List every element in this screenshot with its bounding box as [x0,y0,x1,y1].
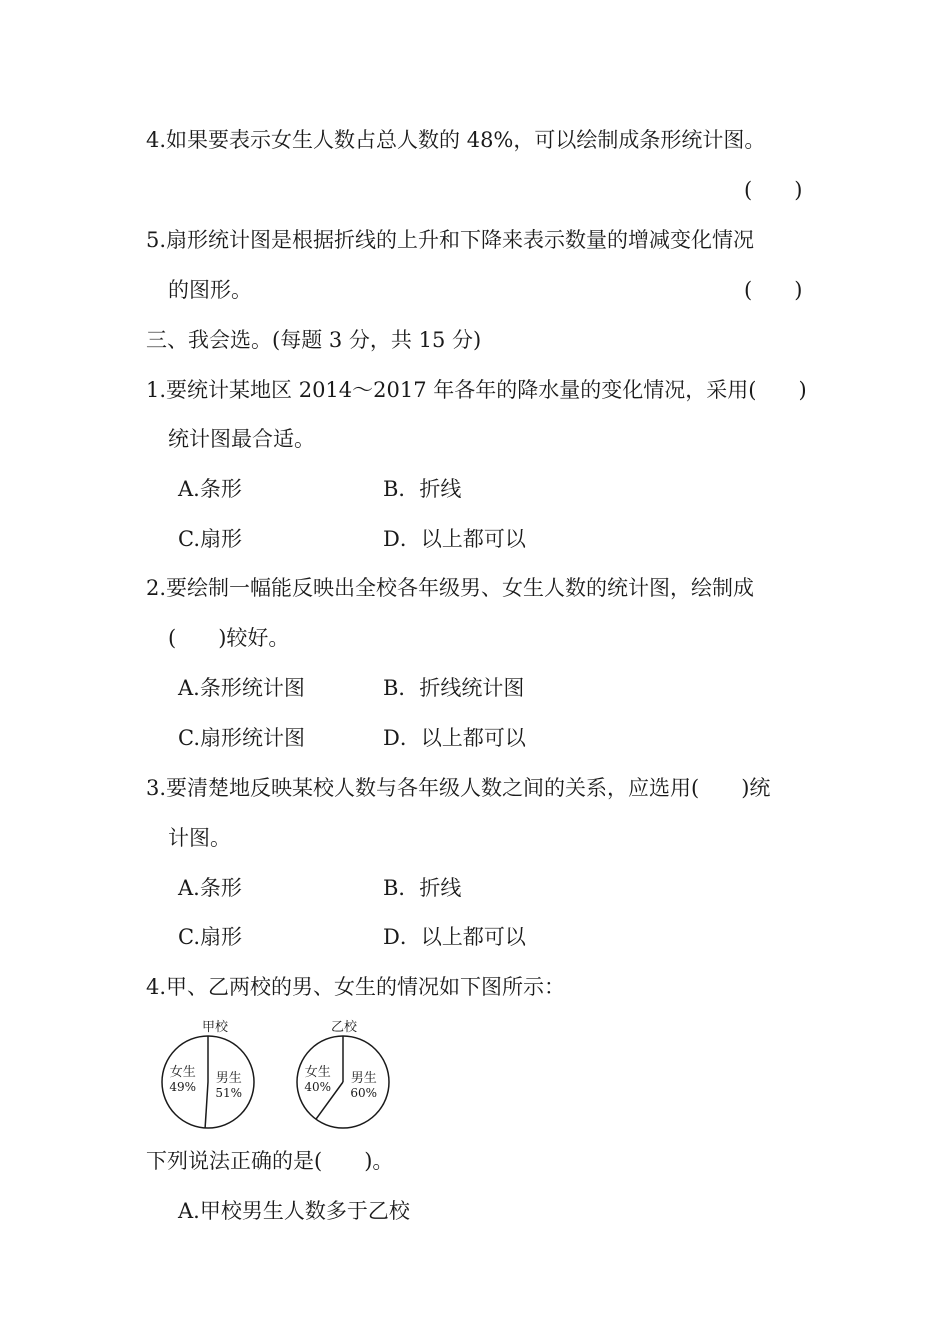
mc-q1-option-b[interactable]: B．折线 [383,477,462,501]
mc-q2-text-line2: ( )较好。 [168,626,290,650]
mc-q3-text-line1: 3.要清楚地反映某校人数与各年级人数之间的关系，应选用( )统 [146,776,771,800]
mc-q3-option-a[interactable]: A.条形 [178,876,242,900]
pie-label-jia-1: 男生 [215,1071,242,1086]
mc-q4-option-a[interactable]: A.甲校男生人数多于乙校 [178,1199,410,1223]
mc-q3-option-c[interactable]: C.扇形 [178,925,242,949]
tf-q4-answer-paren[interactable]: ( ) [744,178,803,202]
tf-q5-text-line2: 的图形。 [168,278,252,302]
mc-q2-option-b[interactable]: B．折线统计图 [383,676,525,700]
pie-value-yi-0: 40% [304,1080,332,1094]
mc-q2-option-d[interactable]: D．以上都可以 [383,726,526,750]
mc-q2-option-a[interactable]: A.条形统计图 [178,676,305,700]
pie-label-yi-1: 男生 [350,1071,377,1086]
pie-label-jia-0: 女生 [169,1065,196,1080]
tf-q5-text-line1: 5.扇形统计图是根据折线的上升和下降来表示数量的增减变化情况 [146,228,755,252]
pie-slice-divider-jia-bottom [205,1082,208,1128]
section3-heading: 三、我会选。(每题 3 分，共 15 分) [146,328,482,352]
tf-q5-answer-paren[interactable]: ( ) [744,278,803,302]
pie-label-yi-0: 女生 [304,1065,331,1080]
pie-charts [158,1032,418,1132]
pie-chart-title-jia: 甲校 [202,1020,229,1035]
mc-q1-text-line1: 1.要统计某地区 2014～2017 年各年的降水量的变化情况，采用( ) [146,378,807,402]
pie-chart-title-yi: 乙校 [331,1020,358,1035]
pie-value-jia-1: 51% [215,1086,243,1100]
mc-q3-text-line2: 计图。 [168,826,231,850]
mc-q1-option-a[interactable]: A.条形 [178,477,242,501]
mc-q1-text-line2: 统计图最合适。 [168,427,315,451]
pie-value-yi-1: 60% [350,1086,378,1100]
mc-q4-text: 4.甲、乙两校的男、女生的情况如下图所示： [146,975,566,999]
mc-q3-option-b[interactable]: B．折线 [383,876,462,900]
mc-q2-option-c[interactable]: C.扇形统计图 [178,726,305,750]
pie-value-jia-0: 49% [169,1080,197,1094]
mc-q2-text-line1: 2.要绘制一幅能反映出全校各年级男、女生人数的统计图，绘制成 [146,576,755,600]
mc-q4-question: 下列说法正确的是( )。 [146,1149,394,1173]
mc-q1-option-c[interactable]: C.扇形 [178,527,242,551]
tf-q4-text: 4.如果要表示女生人数占总人数的 48%，可以绘制成条形统计图。 [146,128,766,152]
mc-q3-option-d[interactable]: D．以上都可以 [383,925,526,949]
mc-q1-option-d[interactable]: D．以上都可以 [383,527,526,551]
